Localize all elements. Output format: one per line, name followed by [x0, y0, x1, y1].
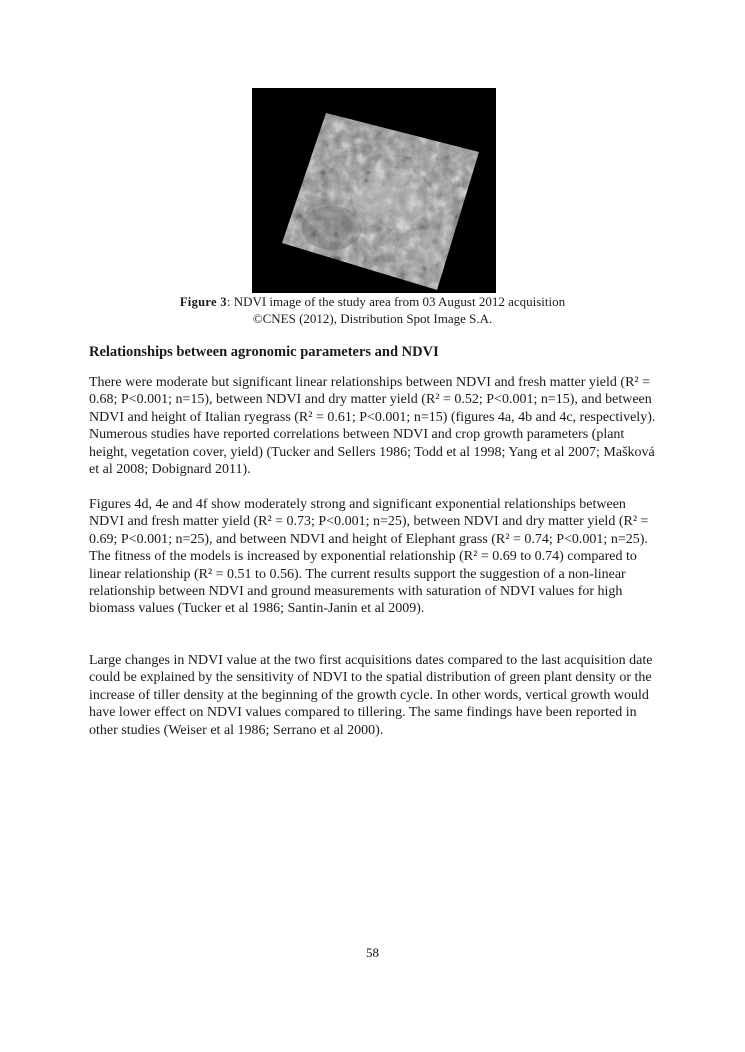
figure-caption-label: Figure 3 — [179, 295, 227, 309]
figure-credit: ©CNES (2012), Distribution Spot Image S.A. — [252, 311, 493, 326]
figure-caption — [90, 293, 655, 311]
figure-caption-text: : NDVI image of the study area from 03 August 2012 acquisition — [226, 294, 566, 309]
paragraph-3: Large changes in NDVI value at the two first acquisitions dates compared to the last acquisition date could be explained by the sensitivity of NDVI to the spatial distribution of green plant density or the increase of tiller density at the beginning of the growth cycle. In other words, vertical growth would have lower effect on NDVI values compared to tillering. The same findings have been reported in other studies (Weiser et al 1986; Serrano et al 2000). — [89, 653, 653, 738]
page-number: 58 — [366, 945, 379, 960]
ndvi-satellite-image — [252, 88, 496, 293]
paragraph-1: There were moderate but significant linear relationships between NDVI and fresh matter yield (R² = 0.68; P<0.001; n=15), between NDVI and dry matter yield (R² = 0.52; P<0.001; n=15), and between NDVI and height of Italian ryegrass (R² = 0.61; P<0.001; n=15) (figures 4a, 4b and 4c, respectively). Numerous studies have reported correlations between NDVI and crop growth parameters (plant height, vegetation cover, yield) (Tucker and Sellers 1986; Todd et al 1998; Yang et al 2007; Mašková et al 2008; Dobignard 2011). — [89, 375, 656, 478]
paragraph-2: Figures 4d, 4e and 4f show moderately strong and significant exponential relationships between NDVI and fresh matter yield (R² = 0.73; P<0.001; n=25), between NDVI and dry matter yield (R² = 0.69; P<0.001; n=25), and between NDVI and height of Elephant grass (R² = 0.74; P<0.001; n=25). The fitness of the models is increased by exponential relationship (R² = 0.69 to 0.74) compared to linear relationship (R² = 0.51 to 0.56). The current results support the suggestion of a non-linear relationship between NDVI and ground measurements with saturation of NDVI values for high biomass values (Tucker et al 1986; Santin-Janin et al 2009). — [89, 497, 649, 617]
section-heading: Relationships between agronomic parameters and NDVI — [89, 344, 439, 360]
ndvi-figure-image — [252, 88, 496, 293]
